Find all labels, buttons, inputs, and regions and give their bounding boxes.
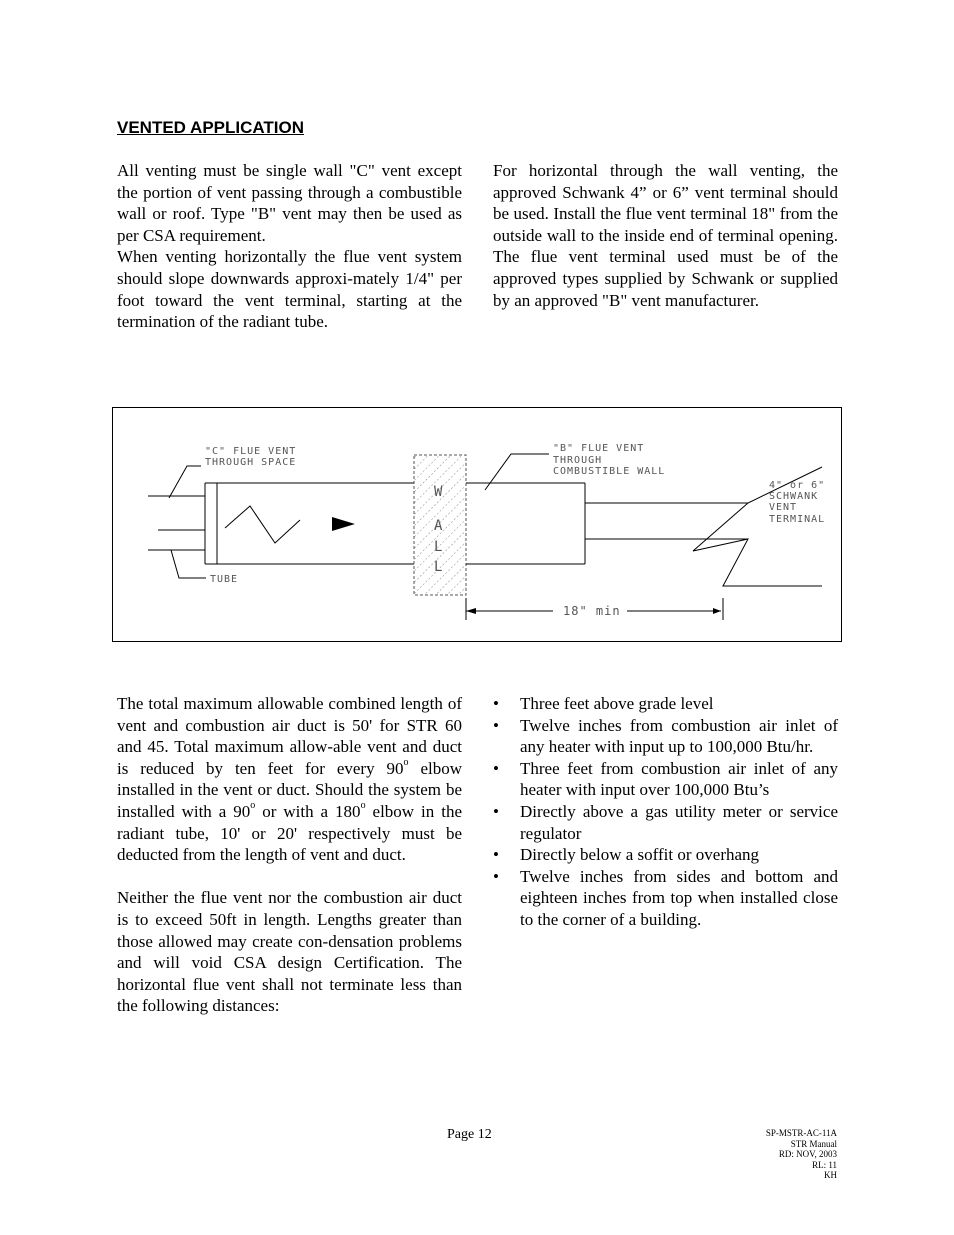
intro-left-column [117, 160, 462, 333]
max-length-paragraph: The total maximum allowable combined length of vent and combustion air duct is 50' for STR 60 and 45. Total maximum allow-able vent and duct is reduced by ten feet for every 90$^o$ elbow installed in the vent or duct. Should the system be installed with a 90$^o$ or with a 180$^o$ elbow in the radiant tube, 10' or 20' respectively must be deducted from the length of vent and duct. [117, 694, 462, 865]
intro-right-column [493, 160, 838, 311]
bullet-icon: • [493, 694, 499, 713]
b-vent-pipe [466, 483, 748, 564]
lower-left-column [117, 693, 462, 1017]
wall-letter: L [434, 559, 444, 575]
termination-distance-list [493, 693, 838, 931]
bullet-icon: • [493, 866, 499, 886]
venting-requirement-paragraph: All venting must be single wall "C" vent except the portion of vent passing through a combustible wall or roof. Type "B" vent may then be used as per CSA requirement. [117, 161, 462, 245]
list-item: • Three feet from combustion air inlet of any heater with input over 100,000 Btu’s [493, 758, 838, 800]
document-code-line: KH [824, 1170, 837, 1180]
wall-letter: W [434, 484, 444, 500]
termination-paragraph: Neither the flue vent nor the combustion air duct is to exceed 50ft in length. Lengths greater than those allowed may create con-densation problems and will void CSA design Certification. The horizontal flue vent shall not terminate less than the following distances: [117, 888, 462, 1016]
radiant-tube [205, 483, 414, 564]
terminal-label: TERMINAL [769, 514, 826, 525]
list-item: • Twelve inches from sides and bottom and eighteen inches from top when installed close to the corner of a building. [493, 866, 838, 929]
dimension-label: 18" min [563, 604, 621, 618]
b-vent-label: THROUGH [553, 455, 603, 466]
document-code-line: RL: 11 [812, 1159, 837, 1170]
page-number: Page 12 [447, 1127, 492, 1142]
b-vent-leader [485, 454, 549, 490]
bullet-icon: • [493, 715, 499, 735]
b-vent-label: "B" FLUE VENT [553, 443, 645, 454]
document-code-line: STR Manual [790, 1138, 837, 1149]
flow-arrow-icon [332, 517, 355, 531]
tube-label: TUBE [210, 574, 239, 585]
bullet-icon: • [493, 845, 499, 865]
terminal-label: 4" or 6" [769, 480, 826, 491]
zigzag-symbol [225, 506, 300, 543]
input-lines [148, 496, 205, 550]
document-code [766, 1128, 837, 1181]
vent-diagram-svg [113, 408, 843, 643]
c-vent-label: "C" FLUE VENT [205, 446, 297, 457]
spacer [117, 866, 462, 888]
section-heading: VENTED APPLICATION [117, 118, 305, 137]
c-vent-label: THROUGH SPACE [205, 457, 297, 468]
terminal-label: SCHWANK [769, 491, 819, 502]
horizontal-venting-paragraph: For horizontal through the wall venting, the approved Schwank 4” or 6” vent terminal should be used. Install the flue vent terminal 18" from the outside wall to the inside end of terminal opening. The flue vent terminal used must be of the approved types supplied by Schwank or supplied by an approved "B" vent manufacturer. [493, 161, 838, 310]
list-item: • Directly below a soffit or overhang [493, 845, 760, 865]
document-code-line: RD: NOV, 2003 [778, 1149, 837, 1159]
list-item: • Three feet above grade level [493, 694, 714, 713]
bullet-icon: • [493, 801, 499, 821]
vent-diagram [112, 407, 842, 642]
wall-letter: A [434, 518, 444, 534]
list-item: • Directly above a gas utility meter or service regulator [493, 801, 838, 843]
slope-paragraph: When venting horizontally the flue vent system should slope downwards approxi-mately 1/4" per foot toward the vent terminal, starting at the termination of the radiant tube. [117, 247, 462, 332]
b-vent-label: COMBUSTIBLE WALL [553, 466, 666, 477]
document-code-line: SP-MSTR-AC-11A [765, 1128, 837, 1138]
bullet-icon: • [493, 758, 499, 778]
terminal-label: VENT [769, 502, 798, 513]
wall-letter: L [434, 539, 444, 555]
c-vent-leader [169, 466, 201, 498]
tube-leader [171, 550, 206, 578]
list-item: • Twelve inches from combustion air inlet of any heater with input up to 100,000 Btu/hr. [493, 715, 838, 757]
wall-letters [434, 484, 443, 575]
